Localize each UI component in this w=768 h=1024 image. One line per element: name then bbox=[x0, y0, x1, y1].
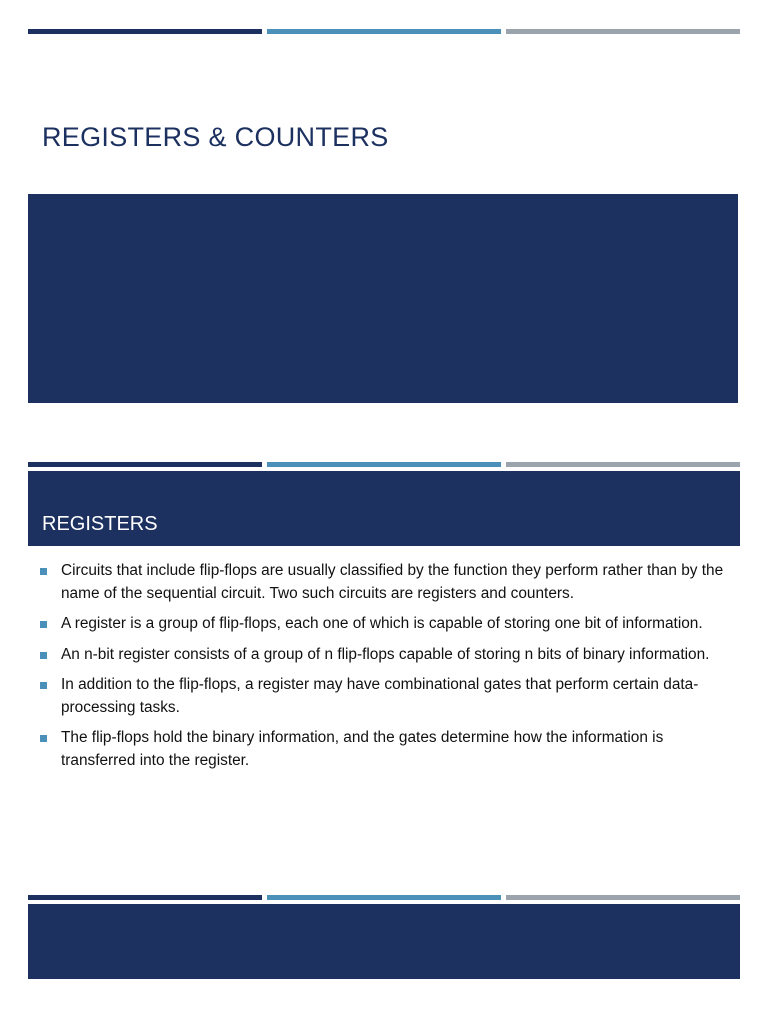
bullet-text: The flip-flops hold the binary information, and the gates determine how the information is transferred into the register. bbox=[61, 729, 664, 769]
stripe-gray bbox=[506, 462, 740, 467]
stripe-gray bbox=[506, 29, 740, 34]
stripe-dark bbox=[28, 29, 262, 34]
stripe-dark bbox=[28, 462, 262, 467]
list-item bbox=[40, 613, 730, 636]
stripe-blue bbox=[267, 895, 501, 900]
bullet-text: Circuits that include flip-flops are usually classified by the function they perform rather than by the name of the sequential circuit. Two such circuits are registers and counters. bbox=[61, 562, 724, 602]
list-item bbox=[40, 727, 730, 772]
bullet-text: An n-bit register consists of a group of n flip-flops capable of storing n bits of binary information. bbox=[61, 645, 710, 663]
bullet-text: In addition to the flip-flops, a register may have combinational gates that perform certain data-processing tasks. bbox=[61, 676, 699, 716]
square-bullet-icon bbox=[40, 735, 47, 742]
bullet-text: A register is a group of flip-flops, each one of which is capable of storing one bit of information. bbox=[61, 615, 703, 632]
slide1-title: REGISTERS & COUNTERS bbox=[42, 122, 389, 152]
square-bullet-icon bbox=[40, 621, 47, 628]
stripe-blue bbox=[267, 29, 501, 34]
slide2-accent-stripes bbox=[28, 462, 740, 467]
list-item bbox=[40, 560, 730, 605]
square-bullet-icon bbox=[40, 568, 47, 575]
list-item bbox=[40, 644, 730, 667]
square-bullet-icon bbox=[40, 652, 47, 659]
slide1-navy-panel bbox=[28, 194, 738, 403]
list-item bbox=[40, 674, 730, 719]
bullet-list bbox=[40, 560, 730, 780]
stripe-blue bbox=[267, 462, 501, 467]
slide1-accent-stripes bbox=[28, 29, 740, 34]
slide2-heading: REGISTERS bbox=[42, 513, 158, 535]
square-bullet-icon bbox=[40, 682, 47, 689]
stripe-gray bbox=[506, 895, 740, 900]
stripe-dark bbox=[28, 895, 262, 900]
slide3-accent-stripes bbox=[28, 895, 740, 900]
slide3-header-band bbox=[28, 904, 740, 979]
